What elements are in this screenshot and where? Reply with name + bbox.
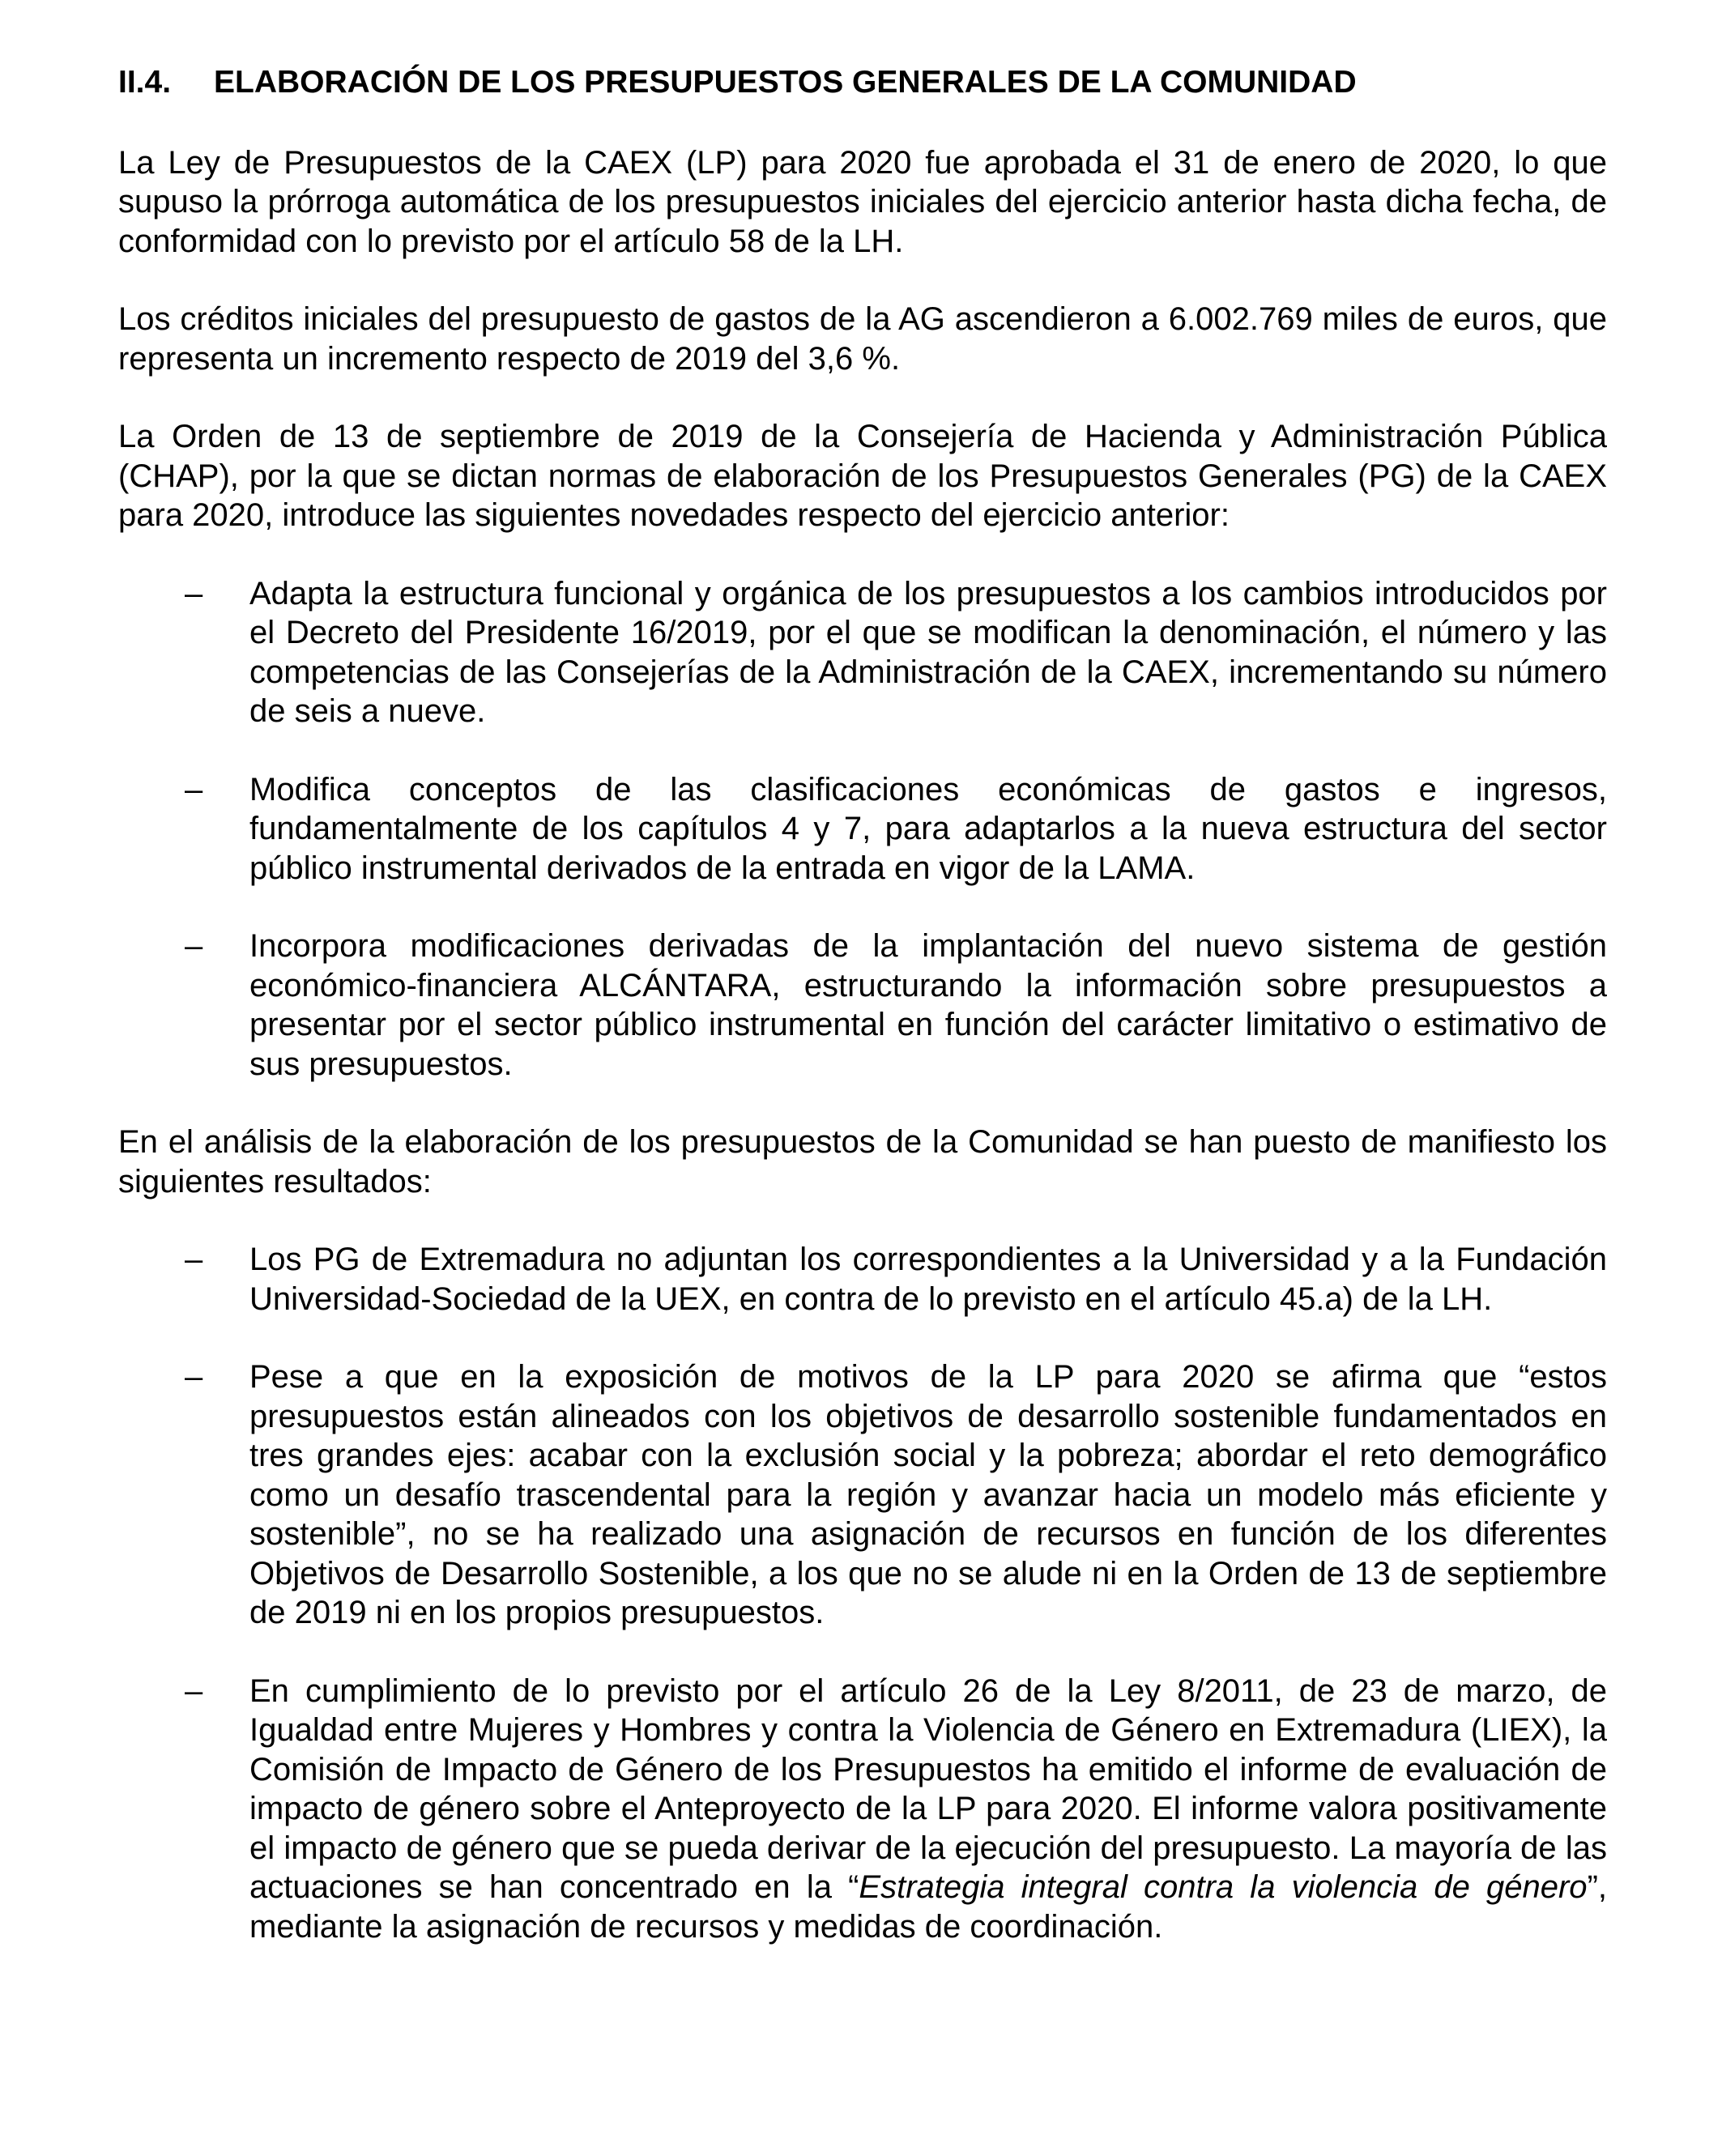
document-page [118,63,1607,1985]
text-run: ”, mediante la asignación de recursos y medidas de coordinación. [249,1869,1607,1945]
list-item [118,574,1607,731]
list-item-text: Incorpora modificaciones derivadas de la implantación del nuevo sistema de gestión económico-financiera ALCÁNTARA, estructurando la información sobre presupuestos a presentar por el sector público instrumental en función del carácter limitativo o estimativo de sus presupuestos. [249,928,1607,1082]
dash-bullet: – [185,1672,203,1709]
dash-bullet: – [185,928,203,964]
paragraph-creditos-iniciales: Los créditos iniciales del presupuesto de gastos de la AG ascendieron a 6.002.769 miles de euros, que representa un incremento respecto de 2019 del 3,6 %. [118,301,1607,377]
paragraph-ley-presupuestos: La Ley de Presupuestos de la CAEX (LP) para 2020 fue aprobada el 31 de enero de 2020, lo que supuso la prórroga automática de los presupuestos iniciales del ejercicio anterior hasta dicha fecha, de conformidad con lo previsto por el artículo 58 de la LH. [118,144,1607,259]
paragraph-analisis-resultados: En el análisis de la elaboración de los presupuestos de la Comunidad se han puesto de manifiesto los siguientes resultados: [118,1124,1607,1199]
section-title: ELABORACIÓN DE LOS PRESUPUESTOS GENERALES DE LA COMUNIDAD [214,65,1357,100]
dash-bullet: – [185,575,203,611]
dash-bullet: – [185,771,203,807]
list-item-text: Adapta la estructura funcional y orgánica de los presupuestos a los cambios introducidos por el Decreto del Presidente 16/2019, por el que se modifican la denominación, el número y las competencias de las Consejerías de la Administración de la CAEX, incrementando su número de seis a nueve. [249,575,1607,729]
resultados-list [118,1240,1607,1946]
italic-text-run: Estrategia integral contra la violencia de género [859,1869,1588,1905]
list-item [118,1240,1607,1319]
list-item-text: Pese a que en la exposición de motivos de la LP para 2020 se afirma que “estos presupuestos están alineados con los objetivos de desarrollo sostenible fundamentados en tres grandes ejes: acabar con la exclusión social y la pobreza; abordar el reto demográfico como un desafío trascendental para la región y avanzar hacia un modelo más eficiente y sostenible”, no se ha realizado una asignación de recursos en función de los diferentes Objetivos de Desarrollo Sostenible, a los que no se alude ni en la Orden de 13 de septiembre de 2019 ni en los propios presupuestos. [249,1359,1607,1630]
novedades-list [118,574,1607,1084]
list-item [118,1357,1607,1633]
list-item-text [249,1673,1607,1945]
list-item [118,1672,1607,1947]
section-number: II.4. [118,65,172,100]
section-heading [118,63,1607,103]
dash-bullet: – [185,1242,203,1277]
paragraph-orden-elaboracion: La Orden de 13 de septiembre de 2019 de la Consejería de Hacienda y Administración Pública (CHAP), por la que se dictan normas de elaboración de los Presupuestos Generales (PG) de la CAEX para 2020, introduce las siguientes novedades respecto del ejercicio anterior: [118,419,1607,533]
list-item-text: Los PG de Extremadura no adjuntan los correspondientes a la Universidad y a la Fundación Universidad-Sociedad de la UEX, en contra de lo previsto en el artículo 45.a) de la LH. [249,1242,1607,1317]
dash-bullet: – [185,1359,203,1395]
list-item-text: Modifica conceptos de las clasificaciones económicas de gastos e ingresos, fundamentalmente de los capítulos 4 y 7, para adaptarlos a la nueva estructura del sector público instrumental derivados de la entrada en vigor de la LAMA. [249,771,1607,886]
list-item [118,927,1607,1084]
list-item [118,770,1607,888]
text-run: En cumplimiento de lo previsto por el artículo 26 de la Ley 8/2011, de 23 de marzo, de Igualdad entre Mujeres y Hombres y contra la Violencia de Género en Extremadura (LIEX), la Comisión de Impacto de Género de los Presupuestos ha emitido el informe de evaluación de impacto de género sobre el Anteproyecto de la LP para 2020. El informe valora positivamente el impacto de género que se pueda derivar de la ejecución del presupuesto. La mayoría de las actuaciones se han concentrado en la “ [249,1672,1607,1905]
